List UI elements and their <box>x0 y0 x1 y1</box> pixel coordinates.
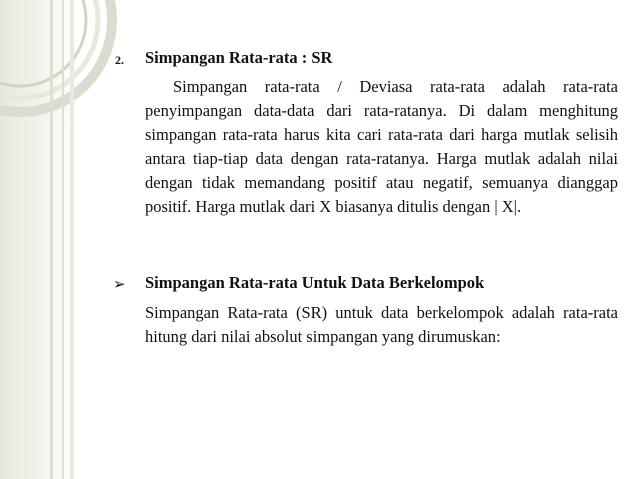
decorative-vertical-line <box>70 0 74 479</box>
section-paragraph: Simpangan rata-rata / Deviasa rata-rata adalah rata-rata penyimpangan data-data dari rata-ratanya. Di dalam menghitung simpangan rata-rata harus kita cari rata-rata dari harga mutlak selisih antara tiap-tiap data dengan rata-ratanya. Harga mutlak adalah nilai dengan tidak memandang positif atau negatif, semuanya dianggap positif. Harga mutlak dari X biasanya ditulis dengan | X|. <box>145 77 618 216</box>
arrow-bullet-icon: ➢ <box>113 277 126 293</box>
section-number: 2. <box>115 53 124 67</box>
subsection-paragraph: Simpangan Rata-rata (SR) untuk data berkelompok adalah rata-rata hitung dari nilai absolut simpangan yang dirumuskan: <box>145 303 618 346</box>
decorative-vertical-line <box>62 0 64 479</box>
subsection-title: Simpangan Rata-rata Untuk Data Berkelompok <box>145 273 485 292</box>
section-title: Simpangan Rata-rata : SR <box>145 48 333 67</box>
decorative-vertical-line <box>50 0 53 479</box>
